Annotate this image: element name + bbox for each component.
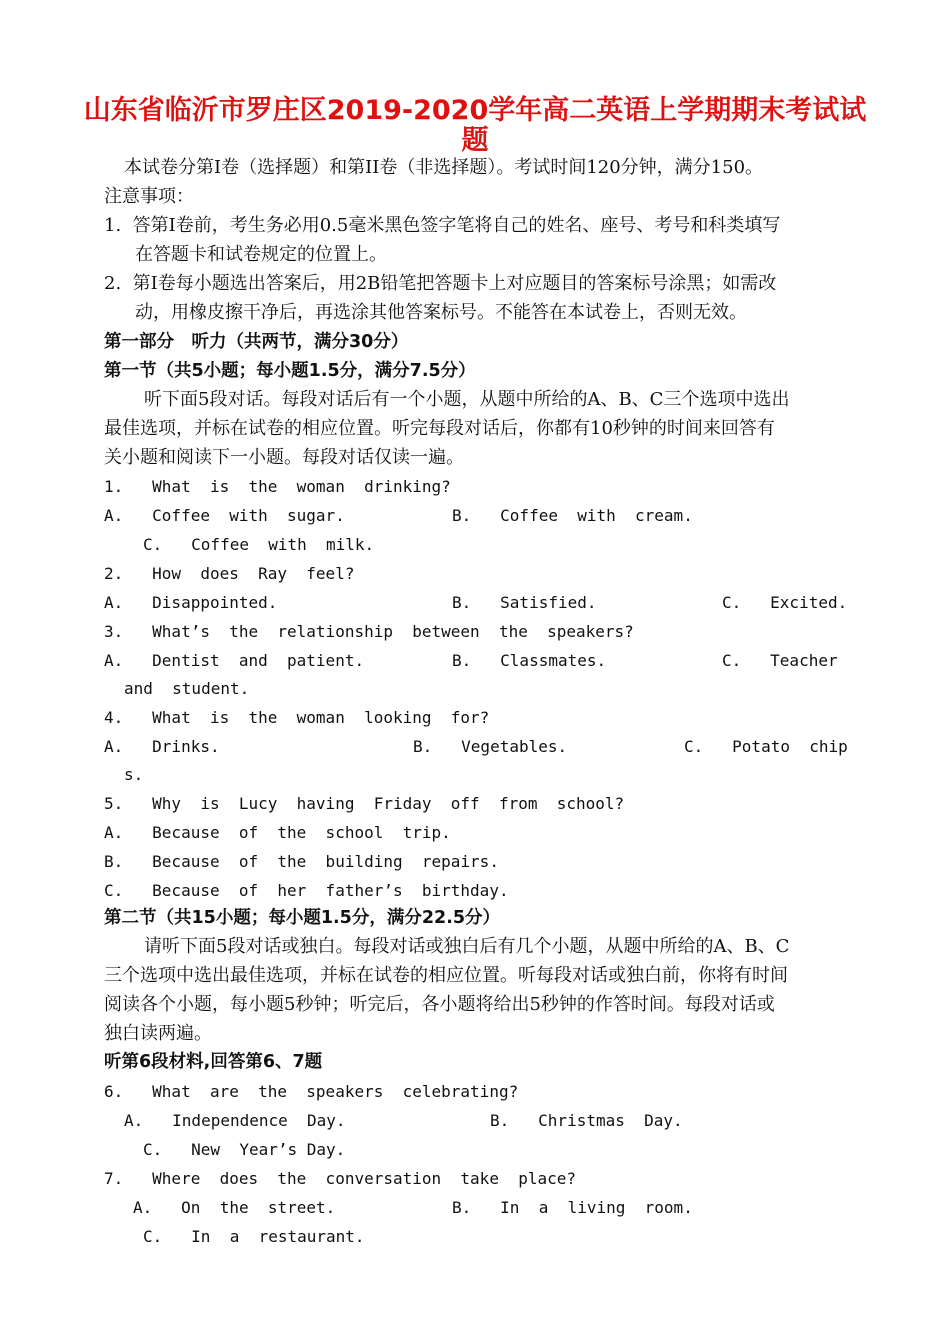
q2-option-c: C. Excited. <box>722 593 848 612</box>
question-4: 4. What is the woman looking for? <box>104 708 490 727</box>
notice-item-1: 1. 答第Ⅰ卷前，考生务必用0.5毫米黑色签字笔将自己的姓名、座号、考号和科类填写 <box>104 215 781 236</box>
notice-item-2-cont: 动，用橡皮擦干净后，再选涂其他答案标号。不能答在本试卷上，否则无效。 <box>135 302 747 323</box>
q6-option-a: A. Independence Day. <box>124 1111 346 1130</box>
q3-option-c-cont: and student. <box>124 679 250 698</box>
exam-title-line1: 山东省临沂市罗庄区2019-2020学年高二英语上学期期末考试试 <box>83 95 867 126</box>
section2-instructions-4: 独白读两遍。 <box>104 1023 212 1044</box>
q4-option-c: C. Potato chip <box>684 737 848 756</box>
question-2: 2. How does Ray feel? <box>104 564 355 583</box>
notice-item-2: 2. 第Ⅰ卷每小题选出答案后，用2B铅笔把答题卡上对应题目的答案标号涂黑；如需改 <box>104 273 777 294</box>
question-3: 3. What’s the relationship between the speakers? <box>104 622 634 641</box>
q3-option-a: A. Dentist and patient. <box>104 651 365 670</box>
question-1: 1. What is the woman drinking? <box>104 477 451 496</box>
q7-option-a: A. On the street. <box>133 1198 336 1217</box>
section2-heading: 第二节（共15小题；每小题1.5分，满分22.5分） <box>104 908 501 928</box>
section1-instructions-3: 关小题和阅读下一小题。每段对话仅读一遍。 <box>104 447 464 468</box>
question-7: 7. Where does the conversation take place? <box>104 1169 577 1188</box>
q6-option-c: C. New Year’s Day. <box>143 1140 346 1159</box>
q1-option-b: B. Coffee with cream. <box>452 506 693 525</box>
q2-option-a: A. Disappointed. <box>104 593 278 612</box>
q7-option-b: B. In a living room. <box>452 1198 693 1217</box>
q5-option-b: B. Because of the building repairs. <box>104 852 499 871</box>
q4-option-b: B. Vegetables. <box>413 737 568 756</box>
q2-option-b: B. Satisfied. <box>452 593 597 612</box>
exam-title-line2: 题 <box>461 125 489 156</box>
q5-option-a: A. Because of the school trip. <box>104 823 451 842</box>
notice-item-1-cont: 在答题卡和试卷规定的位置上。 <box>135 244 387 265</box>
part1-heading: 第一部分 听力（共两节，满分30分） <box>104 332 409 352</box>
q4-option-a: A. Drinks. <box>104 737 220 756</box>
section2-instructions-1: 请听下面5段对话或独白。每段对话或独白后有几个小题，从题中所给的A、B、C <box>144 936 790 957</box>
q6-option-b: B. Christmas Day. <box>490 1111 683 1130</box>
q7-option-c: C. In a restaurant. <box>143 1227 365 1246</box>
section1-heading: 第一节（共5小题；每小题1.5分，满分7.5分） <box>104 361 476 381</box>
section1-instructions-2: 最佳选项，并标在试卷的相应位置。听完每段对话后，你都有10秒钟的时间来回答有 <box>104 418 775 439</box>
section2-instructions-3: 阅读各个小题，每小题5秒钟；听完后，各小题将给出5秒钟的作答时间。每段对话或 <box>104 994 775 1015</box>
material-6-heading: 听第6段材料,回答第6、7题 <box>104 1052 323 1072</box>
q4-option-c-cont: s. <box>124 765 144 784</box>
notice-heading: 注意事项： <box>104 186 194 207</box>
question-6: 6. What are the speakers celebrating? <box>104 1082 519 1101</box>
q3-option-b: B. Classmates. <box>452 651 607 670</box>
question-5: 5. Why is Lucy having Friday off from school? <box>104 794 625 813</box>
intro-text: 本试卷分第Ⅰ卷（选择题）和第II卷（非选择题）。考试时间120分钟，满分150。 <box>124 157 764 178</box>
section1-instructions-1: 听下面5段对话。每段对话后有一个小题，从题中所给的A、B、C三个选项中选出 <box>144 389 790 410</box>
q1-option-a: A. Coffee with sugar. <box>104 506 345 525</box>
q3-option-c: C. Teacher <box>722 651 838 670</box>
section2-instructions-2: 三个选项中选出最佳选项，并标在试卷的相应位置。听每段对话或独白前，你将有时间 <box>104 965 788 986</box>
q5-option-c: C. Because of her father’s birthday. <box>104 881 509 900</box>
q1-option-c: C. Coffee with milk. <box>143 535 375 554</box>
